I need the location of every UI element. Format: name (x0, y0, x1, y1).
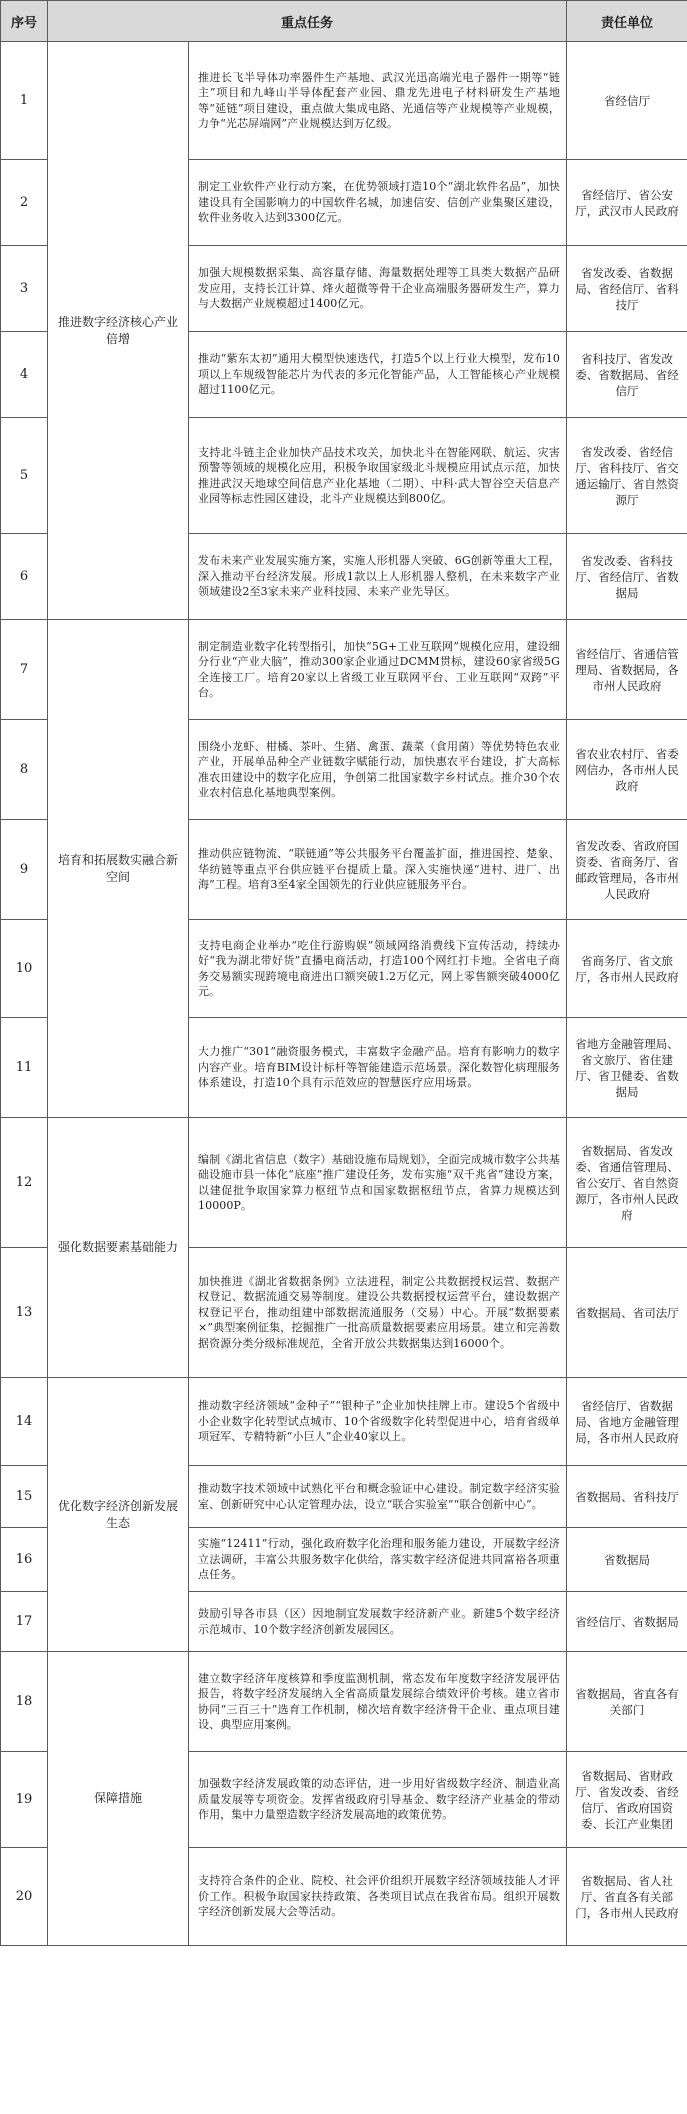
row-number: 15 (1, 1466, 48, 1528)
unit-cell: 省经信厅、省数据局 (567, 1592, 687, 1652)
row-number: 10 (1, 920, 48, 1018)
unit-cell: 省数据局，省直各有关部门 (567, 1652, 687, 1752)
unit-cell: 省发改委、省科技厅、省经信厅、省数据局 (567, 534, 687, 620)
unit-cell: 省经信厅、省数据局、省地方金融管理局，各市州人民政府 (567, 1378, 687, 1466)
task-cell: 推动数字技术领域中试熟化平台和概念验证中心建设。制定数字经济实验室、创新研究中心认定管理办法，设立“联合实验室”“联合创新中心”。 (189, 1466, 567, 1528)
table-row (1, 1118, 687, 1248)
table-row (1, 1378, 687, 1466)
row-number: 3 (1, 246, 48, 332)
task-cell: 制定制造业数字化转型指引，加快“5G+工业互联网”规模化应用，建设细分行业“产业大脑”，推动300家企业通过DCMM贯标，建设60家省级5G全连接工厂。培育20家以上省级工业互联网平台、工业互联网“双跨”平台。 (189, 620, 567, 720)
task-cell: 支持电商企业举办“吃住行游购娱”领域网络消费线下宣传活动，持续办好“我为湖北带好货”直播电商活动，打造100个网红打卡地。全省电子商务交易额实现跨境电商进出口额突破1.2万亿元，网上零售额突破4000亿元。 (189, 920, 567, 1018)
unit-cell: 省数据局、省财政厅、省发改委、省经信厅、省政府国资委、长江产业集团 (567, 1752, 687, 1848)
row-number: 9 (1, 820, 48, 920)
task-cell: 支持北斗链主企业加快产品技术攻关，加快北斗在智能网联、航运、灾害预警等领域的规模化应用，积极争取国家级北斗规模应用试点示范，加快推进武汉天地球空间信息产业化基地（二期）、中科·武大智谷空天信息产业园等标志性园区建设，北斗产业规模达到800亿。 (189, 418, 567, 534)
unit-cell: 省经信厅、省公安厅，武汉市人民政府 (567, 160, 687, 246)
row-number: 14 (1, 1378, 48, 1466)
task-cell: 加强数字经济发展政策的动态评估，进一步用好省级数字经济、制造业高质量发展等专项资金。发挥省级政府引导基金、数字经济产业基金的带动作用，集中力量塑造数字经济发展高地的政策优势。 (189, 1752, 567, 1848)
task-cell: 加快推进《湖北省数据条例》立法进程，制定公共数据授权运营、数据产权登记、数据流通交易等制度。建设公共数据授权运营平台，建设数据产权登记平台，推动组建中部数据流通服务（交易）中心。开展“数据要素×”典型案例征集，挖掘推广一批高质量数据要素应用场景。建立和完善数据资源分类分级标准规范，全省开放公共数据集达到16000个。 (189, 1248, 567, 1378)
unit-cell: 省发改委、省经信厅、省科技厅、省交通运输厅、省自然资源厅 (567, 418, 687, 534)
category-cell: 强化数据要素基础能力 (48, 1118, 189, 1378)
unit-cell: 省地方金融管理局、省文旅厅、省住建厅、省卫健委、省数据局 (567, 1018, 687, 1118)
task-cell: 推动“紫东太初”通用大模型快速迭代，打造5个以上行业大模型，发布10项以上车规级智能芯片为代表的多元化智能产品，人工智能核心产业规模超过1100亿元。 (189, 332, 567, 418)
header-no: 序号 (1, 1, 48, 42)
task-cell: 编制《湖北省信息（数字）基础设施布局规划》，全面完成城市数字公共基础设施市县一体化“底座”推广建设任务，发布实施“双千兆省”建设方案，以建促批争取国家算力枢纽节点和国家数据枢纽节点，省算力规模达到10000P。 (189, 1118, 567, 1248)
row-number: 20 (1, 1848, 48, 1946)
task-cell: 实施“12411”行动，强化政府数字化治理和服务能力建设，开展数字经济立法调研，丰富公共服务数字化供给，落实数字经济促进共同富裕各项重点任务。 (189, 1528, 567, 1592)
unit-cell: 省经信厅 (567, 42, 687, 160)
task-cell: 支持符合条件的企业、院校、社会评价组织开展数字经济领域技能人才评价工作。积极争取国家扶持政策、各类项目试点在我省布局。组织开展数字经济创新发展大会等活动。 (189, 1848, 567, 1946)
unit-cell: 省商务厅、省文旅厅，各市州人民政府 (567, 920, 687, 1018)
row-number: 8 (1, 720, 48, 820)
task-cell: 围绕小龙虾、柑橘、茶叶、生猪、禽蛋、蔬菜（食用菌）等优势特色农业产业，开展单品种全产业链数字赋能行动，加快惠农平台建设，扩大高标准农田建设中的数字化应用，争创第二批国家数字乡村试点。推介30个农业农村信息化基地典型案例。 (189, 720, 567, 820)
task-cell: 制定工业软件产业行动方案，在优势领域打造10个“湖北软件名品”，加快建设具有全国影响力的中国软件名城，加速信安、信创产业集聚区建设，软件业务收入达到3300亿元。 (189, 160, 567, 246)
task-cell: 大力推广“301”融资服务模式，丰富数字金融产品。培育有影响力的数字内容产业。培育BIM设计标杆等智能建造示范场景。深化数智化病理服务体系建设，打造10个具有示范效应的智慧医疗应用场景。 (189, 1018, 567, 1118)
table-row (1, 1652, 687, 1752)
category-cell: 保障措施 (48, 1652, 189, 1946)
task-cell: 推进长飞半导体功率器件生产基地、武汉光迅高端光电子器件一期等“链主”项目和九峰山半导体配套产业园、鼎龙先进电子材料研发生产基地等“延链”项目建设，重点做大集成电路、光通信等产业规模等产业规模，力争“光芯屏端网”产业规模达到万亿级。 (189, 42, 567, 160)
row-number: 16 (1, 1528, 48, 1592)
unit-cell: 省发改委、省政府国资委、省商务厅、省邮政管理局，各市州人民政府 (567, 820, 687, 920)
row-number: 1 (1, 42, 48, 160)
row-number: 13 (1, 1248, 48, 1378)
unit-cell: 省数据局 (567, 1528, 687, 1592)
row-number: 18 (1, 1652, 48, 1752)
row-number: 2 (1, 160, 48, 246)
row-number: 7 (1, 620, 48, 720)
row-number: 6 (1, 534, 48, 620)
unit-cell: 省数据局、省发改委、省通信管理局、省公安厅、省自然资源厅，各市州人民政府 (567, 1118, 687, 1248)
row-number: 17 (1, 1592, 48, 1652)
category-cell: 推进数字经济核心产业倍增 (48, 42, 189, 620)
category-cell: 优化数字经济创新发展生态 (48, 1378, 189, 1652)
table-header-row (1, 1, 687, 42)
unit-cell: 省农业农村厅、省委网信办，各市州人民政府 (567, 720, 687, 820)
table-row (1, 42, 687, 160)
unit-cell: 省数据局、省人社厅、省直各有关部门，各市州人民政府 (567, 1848, 687, 1946)
task-cell: 建立数字经济年度核算和季度监测机制，常态发布年度数字经济发展评估报告，将数字经济发展纳入全省高质量发展综合绩效评价考核。建立省市协同“三百三十”选育工作机制，梯次培育数字经济骨干企业、重点项目建设、典型应用案例。 (189, 1652, 567, 1752)
row-number: 12 (1, 1118, 48, 1248)
unit-cell: 省科技厅、省发改委、省数据局、省经信厅 (567, 332, 687, 418)
task-cell: 加强大规模数据采集、高容量存储、海量数据处理等工具类大数据产品研发应用，支持长江计算、烽火超微等骨干企业高端服务器研发生产，算力与大数据产业规模超过1400亿元。 (189, 246, 567, 332)
row-number: 11 (1, 1018, 48, 1118)
task-cell: 推动供应链物流、“联链通”等公共服务平台覆盖扩面，推进国控、楚象、华纺链等重点平台供应链平台提质上量。深入实施快递“进村、进厂、出海”工程。培育3至4家全国领先的行业供应链服务平台。 (189, 820, 567, 920)
row-number: 19 (1, 1752, 48, 1848)
unit-cell: 省发改委、省数据局、省经信厅、省科技厅 (567, 246, 687, 332)
row-number: 5 (1, 418, 48, 534)
task-cell: 鼓励引导各市县（区）因地制宜发展数字经济新产业。新建5个数字经济示范城市、10个数字经济创新发展园区。 (189, 1592, 567, 1652)
unit-cell: 省数据局、省司法厅 (567, 1248, 687, 1378)
task-cell: 推动数字经济领域“金种子”“银种子”企业加快挂牌上市。建设5个省级中小企业数字化转型试点城市、10个省级数字化转型促进中心，培育省级单项冠军、专精特新“小巨人”企业40家以上。 (189, 1378, 567, 1466)
header-task: 重点任务 (48, 1, 567, 42)
table-row (1, 620, 687, 720)
row-number: 4 (1, 332, 48, 418)
header-unit: 责任单位 (567, 1, 687, 42)
unit-cell: 省经信厅、省通信管理局、省数据局，各市州人民政府 (567, 620, 687, 720)
unit-cell: 省数据局、省科技厅 (567, 1466, 687, 1528)
task-cell: 发布未来产业发展实施方案，实施人形机器人突破、6G创新等重大工程，深入推动平台经济发展。形成1款以上人形机器人整机，在未来数字产业领域建设2至3家未来产业科技园、未来产业先导区。 (189, 534, 567, 620)
category-cell: 培育和拓展数实融合新空间 (48, 620, 189, 1118)
